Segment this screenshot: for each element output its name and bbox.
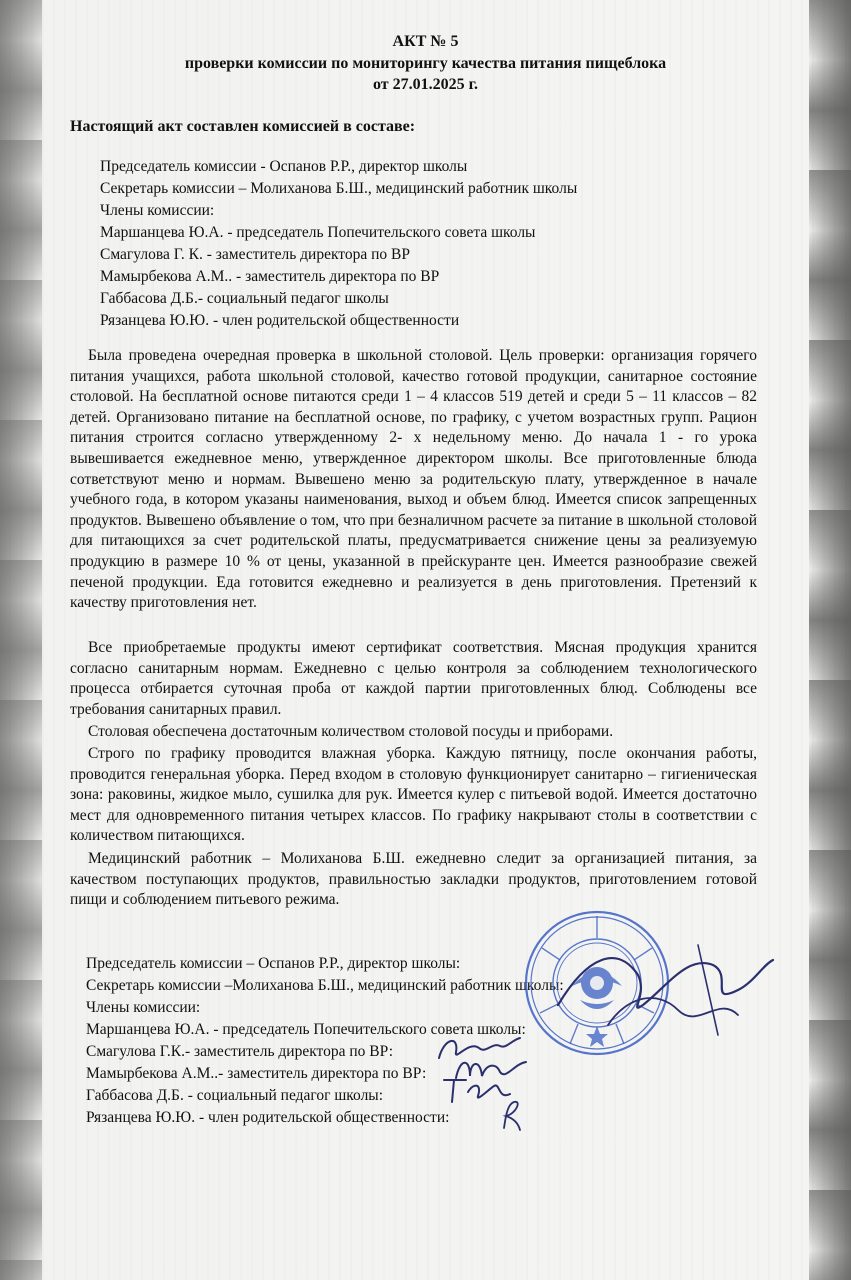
signature-line: Рязанцева Ю.Ю. - член родительской общественности:: [86, 1109, 450, 1126]
member-line: Рязанцева Ю.Ю. - член родительской общественности: [100, 312, 460, 329]
intro-heading: Настоящий акт составлен комиссией в составе:: [70, 118, 416, 135]
signature-line: Секретарь комиссии –Молиханова Б.Ш., медицинский работник школы:: [86, 977, 564, 994]
act-subtitle: проверки комиссии по мониторингу качества питания пищеблока: [184, 55, 667, 72]
act-date: от 27.01.2025 г.: [372, 76, 479, 93]
director-signature-icon: [548, 935, 778, 1045]
paragraph-tableware: Столовая обеспечена достаточным количеством столовой посуды и приборами.: [88, 723, 614, 740]
act-title: АКТ № 5: [392, 33, 459, 50]
signature-line: Смагулова Г.К.- заместитель директора по ВР:: [86, 1043, 394, 1060]
paragraph-cleaning: Строго по графику проводится влажная уборка. Каждую пятницу, после окончания работы, проводится генеральная уборка. Перед входом в столовую функционирует санитарно – гигиеническая зона: раковины, жидкое мыло, сушилка для рук. Имеется кулер с питьевой водой. Имеется достаточно мест для одновременного питания четырех классов. По графику накрывают столы в соответствии с количеством питающихся.: [70, 745, 757, 845]
member-line: Мамырбекова А.М.. - заместитель директора по ВР: [100, 268, 440, 285]
signature-line: Мамырбекова А.М..- заместитель директора по ВР:: [86, 1065, 427, 1082]
signature-line: Габбасова Д.Б. - социальный педагог школы:: [86, 1087, 384, 1104]
paragraph-inspection: Была проведена очередная проверка в школьной столовой. Цель проверки: организация горячего питания учащихся, работа школьной столовой, качество готовой продукции, санитарное состояние столовой. На бесплатной основе питаются среди 1 – 4 классов 519 детей и среди 5 – 11 классов – 82 детей. Организовано питание на бесплатной основе, по графику, с учетом возрастных групп. Рацион питания строится согласно утвержденному 2- х недельному меню. До начала 1 - го урока вывешивается ежедневное меню, утвержденное директором школы. Все приготовленные блюда сответствуют меню и нормам. Вывешено меню за родительскую плату, утвержденное в начале учебного года, в котором указаны наименования, выход и объем блюд. Имеется список запрещенных продуктов. Вывешено объявление о том, что при безналичном расчете за питание в школьной столовой для питающихся за счет родительской платы, предусматривается снижение цены за реализуемую продукцию в размере 10 % от цены, указанной в прейскуранте цен. Имеется разнообразие свежей печеной продукции. Еда готовится ежедневно и реализуется в день приготовления. Претензий к качеству приготовления нет.: [70, 347, 757, 612]
member-line: Члены комиссии:: [100, 202, 215, 219]
paragraph-medical: Медицинский работник – Молиханова Б.Ш. ежедневно следит за организацией питания, за качеством поступающих продуктов, правильностью закладки продуктов, приготовлением готовой пищи и соблюдением питьевого режима.: [70, 850, 757, 909]
member-line: Габбасова Д.Б.- социальный педагог школы: [100, 290, 389, 307]
member-line: Смагулова Г. К. - заместитель директора по ВР: [100, 246, 410, 263]
member-line: Председатель комиссии - Оспанов Р.Р., директор школы: [100, 158, 468, 175]
commission-members: [100, 156, 577, 332]
parent-signature-icon: [498, 1096, 524, 1132]
scan-shadow-right: [809, 0, 851, 1280]
signature-line: Маршанцева Ю.А. - председатель Попечительского совета школы:: [86, 1021, 526, 1038]
member-line: Маршанцева Ю.А. - председатель Попечительского совета школы: [100, 224, 536, 241]
signature-line: Члены комиссии:: [86, 999, 201, 1016]
signature-line: Председатель комиссии – Оспанов Р.Р., директор школы:: [86, 955, 461, 972]
scan-shadow-left: [0, 0, 42, 1280]
member-line: Секретарь комиссии – Молиханова Б.Ш., медицинский работник школы: [100, 180, 578, 197]
paragraph-products: Все приобретаемые продукты имеют сертификат соответствия. Мясная продукция хранится согласно санитарным нормам. Ежедневно с целью контроля за соблюдением технологического процесса отбирается суточная проба от каждой партии приготовленных блюд. Соблюдены все требования санитарных правил.: [70, 639, 757, 718]
